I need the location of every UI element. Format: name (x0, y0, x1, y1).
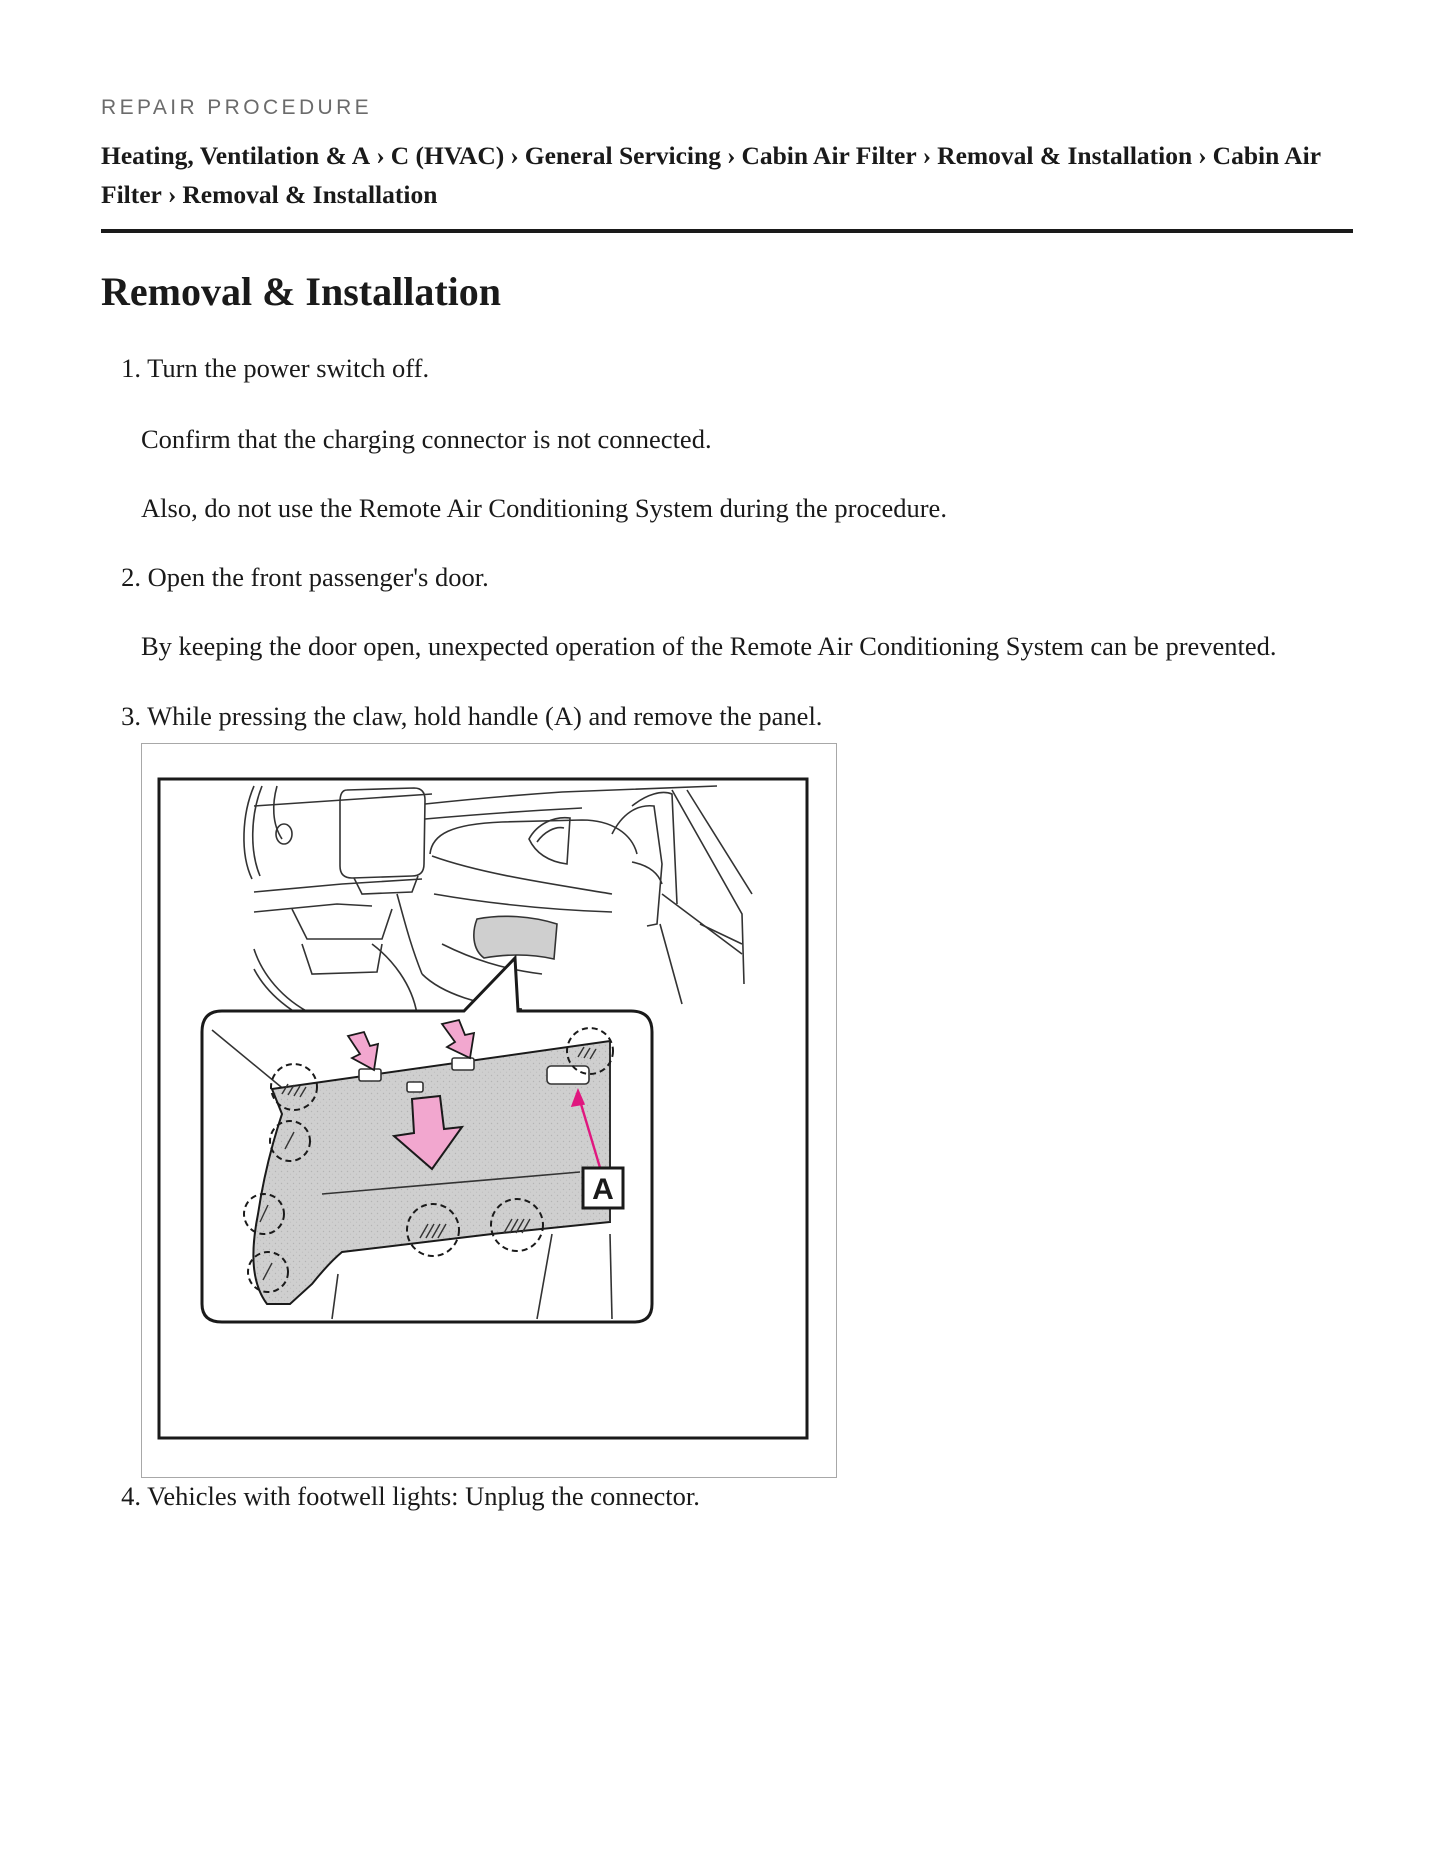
step-number: 2. (121, 562, 141, 592)
breadcrumb-item[interactable]: Heating, Ventilation & A (101, 141, 371, 170)
breadcrumb-separator: › (376, 141, 385, 170)
section-eyebrow: REPAIR PROCEDURE (101, 96, 373, 119)
breadcrumb-item[interactable]: Cabin Air Filter (741, 141, 917, 170)
step-note: Confirm that the charging connector is not connected. (141, 424, 712, 454)
breadcrumb-item[interactable]: Removal & Installation (937, 141, 1193, 170)
breadcrumb-separator: › (167, 180, 177, 209)
procedure-illustration (141, 743, 837, 1478)
breadcrumb-item[interactable]: Cabin Air Filter (101, 141, 1321, 209)
handle-callout-label: A (592, 1173, 614, 1206)
panel-location-marker (474, 916, 557, 959)
panel-removal-diagram (142, 744, 835, 1476)
step-number: 1. (121, 353, 141, 383)
breadcrumb-item[interactable]: General Servicing (524, 141, 721, 170)
step-text: Turn the power switch off. (147, 353, 430, 383)
breadcrumb-separator: › (922, 141, 932, 170)
breadcrumb (101, 136, 1353, 214)
step-item (101, 559, 489, 595)
breadcrumb-separator: › (510, 141, 519, 170)
page-title: Removal & Installation (101, 269, 501, 314)
step-item (101, 1478, 700, 1514)
step-text: Open the front passenger's door. (147, 562, 489, 592)
breadcrumb-item-current[interactable]: Removal & Installation (182, 180, 438, 209)
step-item (101, 698, 822, 734)
step-item (101, 350, 429, 386)
step-note: By keeping the door open, unexpected operation of the Remote Air Conditioning System can be prevented. (141, 631, 1277, 661)
step-text: Vehicles with footwell lights: Unplug the connector. (147, 1481, 700, 1511)
breadcrumb-separator: › (726, 141, 736, 170)
breadcrumb-separator: › (1198, 141, 1207, 170)
step-note: Also, do not use the Remote Air Conditioning System during the procedure. (141, 493, 947, 523)
step-number: 4. (121, 1481, 141, 1511)
breadcrumb-item[interactable]: C (HVAC) (390, 141, 505, 170)
step-number: 3. (121, 701, 141, 731)
header-divider (101, 229, 1353, 233)
step-text: While pressing the claw, hold handle (A) and remove the panel. (147, 701, 823, 731)
